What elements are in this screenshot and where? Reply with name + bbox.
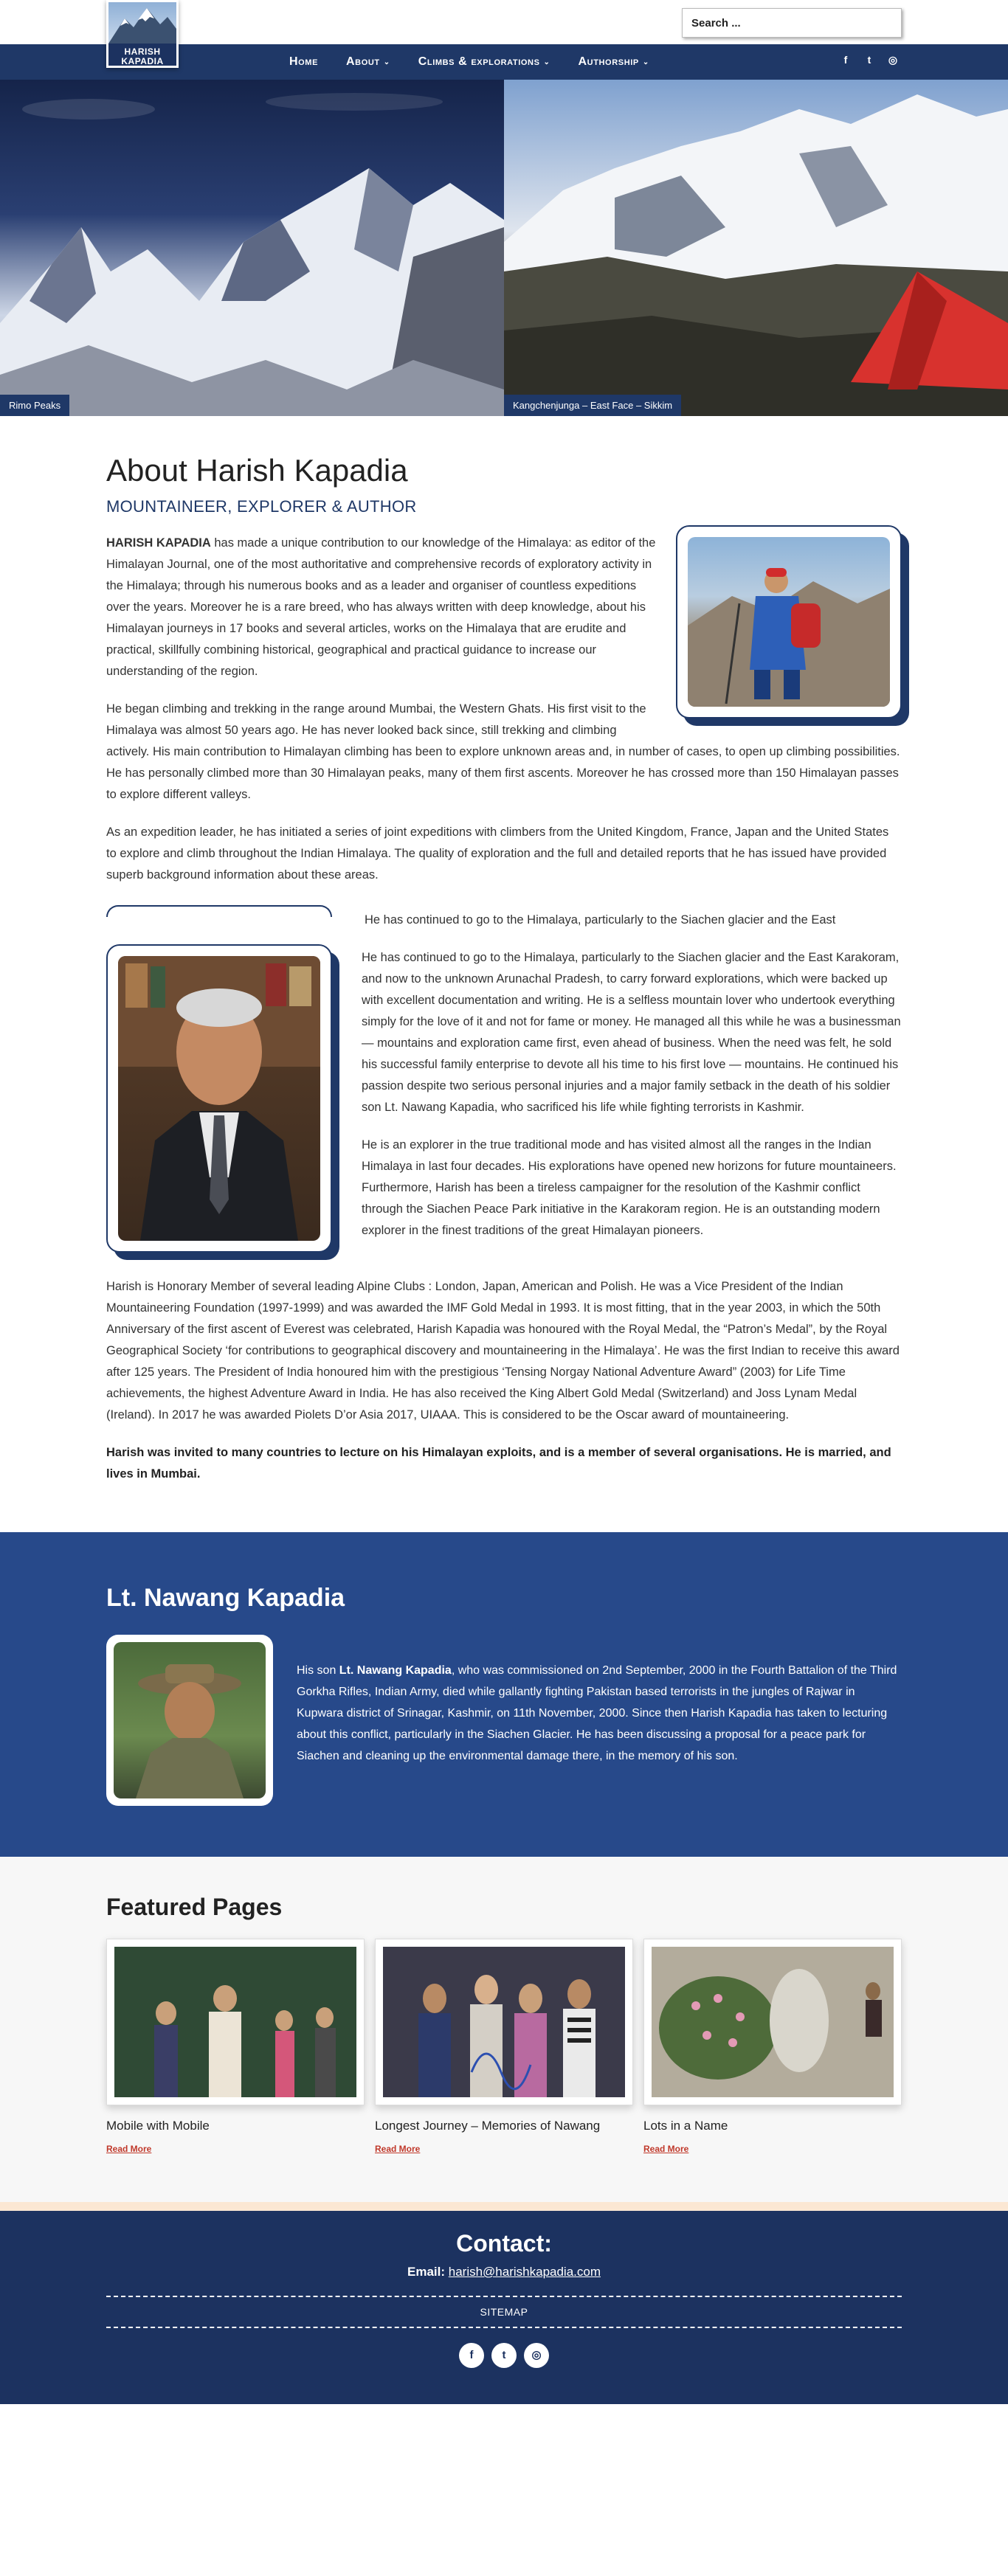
logo-line-1: HARISH <box>124 46 161 57</box>
about-paragraph-5: He has continued to go to the Himalaya, particularly to the Siachen glacier and the East Karakoram, and now to the unknown Arunachal Pradesh, to carry forward explorations, which were backed up with excellent documentation and writing. He is a selfless mountain lover who undertook everything simply for the love of it and not for fame or money. He managed all this while he was a businessman — mountains and exploration came first, even ahead of business. When the need was felt, he sold his successful family enterprise to devote all his time to his first love — mountains. He continued his passion despite two serious personal injuries and a major family setback in the death of his soldier son Lt. Nawang Kapadia, who sacrificed his life while fighting terrorists in Kashmir. <box>362 951 901 1114</box>
site-logo[interactable] <box>106 0 179 68</box>
about-paragraph-2: He began climbing and trekking in the range around Mumbai, the Western Ghats. His first visit to the Himalaya was almost 50 years ago. He has never looked back since, still trekking and climbing actively. His main contribution to Himalayan climbing has been to explore unknown areas and, in number of cases, to open up climbing possibilities. He has personally climbed more than 30 Himalayan peaks, many of them first ascents. Moreover he has crossed more than 150 Himalayan passes to explore different valleys. <box>106 702 900 801</box>
read-more-link[interactable]: Read More <box>106 2144 152 2154</box>
nawang-title: Lt. Nawang Kapadia <box>106 1584 345 1612</box>
nav-item-label: Authorship <box>578 55 639 68</box>
search-input[interactable] <box>683 9 901 37</box>
featured-card-image[interactable] <box>375 1939 633 2105</box>
sitemap-link[interactable]: SITEMAP <box>480 2306 528 2318</box>
harish-portrait-image <box>118 956 320 1241</box>
chevron-down-icon: ⌄ <box>383 58 390 66</box>
contact-email <box>106 2265 902 2279</box>
harish-trekking-image <box>688 537 890 707</box>
featured-card-image[interactable] <box>106 1939 365 2105</box>
contact-title: Contact: <box>456 2230 552 2257</box>
photo-frame-strip <box>106 905 332 917</box>
nawang-name-bold: Lt. Nawang Kapadia <box>339 1664 452 1677</box>
header-social-links <box>838 54 900 66</box>
twitter-icon[interactable]: t <box>867 54 871 66</box>
featured-title: Featured Pages <box>106 1894 283 1920</box>
featured-card-title[interactable]: Lots in a Name <box>643 2119 728 2133</box>
nawang-photo <box>106 1635 273 1806</box>
about-paragraph-6: He is an explorer in the true traditional mode and has visited almost all the ranges in the Indian Himalaya in last four decades. His explorations have opened new horizons for future mountaineers. Furthermore, Harish has been a tireless campaigner for the resolution of the Kashmir conflict through the Siachen Peace Park initiative in the Karakoram region. He is an outstanding modern explorer in the finest traditions of the great Himalayan pioneers. <box>362 1138 897 1237</box>
page-title: About Harish Kapadia <box>106 453 408 488</box>
instagram-icon[interactable]: ◎ <box>524 2343 549 2368</box>
about-section <box>0 453 1008 1485</box>
logo-mountain-graphic <box>108 2 176 44</box>
logo-line-2: KAPADIA <box>121 56 164 66</box>
featured-card[interactable] <box>106 1939 365 2156</box>
search-box[interactable] <box>682 8 902 38</box>
nawang-text-before: His son <box>297 1664 339 1677</box>
hero-caption-right: Kangchenjunga – East Face – Sikkim <box>504 395 681 416</box>
about-paragraph-1-text: has made a unique contribution to our knowledge of the Himalaya: as editor of the Himalayan Journal, one of the most authoritative and comprehensive records of exploratory activity in the Himalaya; through his numerous books and as a leader and organiser of countless expeditions over the years. Moreover he is a rare breed, who has always written with deep knowledge, about his Himalayan journeys in 17 books and several articles, works on the Himalaya that are erudite and practical, skillfully combining historical, geographical and practical guidance to increase our understanding of the region. <box>106 536 656 678</box>
nawang-image <box>114 1642 266 1798</box>
about-paragraph-4: He has continued to go to the Himalaya, particularly to the Siachen glacier and the East <box>365 913 836 927</box>
page-subtitle: MOUNTAINEER, EXPLORER & AUTHOR <box>106 497 417 516</box>
hero-caption-left: Rimo Peaks <box>0 395 69 416</box>
harish-name-bold: HARISH KAPADIA <box>106 536 211 550</box>
harish-trekking-photo <box>676 525 902 719</box>
chevron-down-icon: ⌄ <box>642 58 649 66</box>
featured-card-image[interactable] <box>643 1939 902 2105</box>
nav-item-label: Home <box>289 55 319 68</box>
email-link[interactable]: harish@harishkapadia.com <box>448 2265 601 2279</box>
main-nav <box>289 44 677 80</box>
hero-banner <box>0 80 1008 416</box>
nav-item-about[interactable] <box>346 55 390 69</box>
hero-image-kangchenjunga <box>504 80 1008 416</box>
facebook-icon[interactable]: f <box>459 2343 484 2368</box>
about-paragraph-8: Harish was invited to many countries to lecture on his Himalayan exploits, and is a member of several organisations. He is married, and lives in Mumbai. <box>106 1446 891 1481</box>
footer-divider-top <box>106 2296 902 2297</box>
nav-item-label: Climbs & explorations <box>418 55 540 68</box>
footer <box>0 2211 1008 2404</box>
nawang-text-after: , who was commissioned on 2nd September, 2000 in the Fourth Battalion of the Third Gorkha Rifles, Indian Army, died while gallantly fighting Pakistan based terrorists in the jungles of Rajwar in Kupwara district of Srinagar, Kashmir, on 11th November, 2000. Since then Harish Kapadia has taken to lecturing about this conflict, particularly in the Siachen Glacier. He has been discussing a proposal for a peace park for Siachen and cleaning up the environmental damage there, in the memory of his son. <box>297 1664 897 1762</box>
hero-image-rimo-peaks <box>0 80 504 416</box>
read-more-link[interactable]: Read More <box>643 2144 689 2154</box>
about-paragraph-7: Harish is Honorary Member of several leading Alpine Clubs : London, Japan, American and Polish. He was a Vice President of the Indian Mountaineering Foundation (1997-1999) and was awarded the IMF Gold Medal in 1993. It is most fitting, that in the year 2003, in which the 50th Anniversary of the first ascent of Everest was celebrated, Harish Kapadia was honoured with the Royal Medal, the “Patron’s Medal”, by the Royal Geographical Society ‘for contributions to geographical discovery and mountaineering in the Himalaya’. He was the first Indian to receive this award after 125 years. The President of India honoured him with the prestigious ‘Tensing Norgay National Adventure Award” (2003) for Life Time achievements, the highest Adventure Award in India. He has also received the King Albert Gold Medal (Switzerland) and Joss Lynam Medal (Ireland). In 2017 he was awarded Piolets D’or Asia 2017, UIAAA. This is considered to be the Oscar award of mountaineering. <box>106 1280 900 1422</box>
facebook-icon[interactable]: f <box>843 54 848 66</box>
featured-card[interactable] <box>643 1939 902 2156</box>
footer-social-links <box>106 2343 902 2368</box>
nav-item-label: About <box>346 55 380 68</box>
harish-portrait-photo <box>106 944 332 1253</box>
featured-card-title[interactable]: Mobile with Mobile <box>106 2119 210 2133</box>
divider-strip <box>0 2202 1008 2211</box>
twitter-icon[interactable]: t <box>491 2343 517 2368</box>
chevron-down-icon: ⌄ <box>543 58 550 66</box>
nawang-description <box>297 1660 902 1767</box>
nav-item-home[interactable] <box>289 55 318 69</box>
logo-text <box>108 44 176 68</box>
nav-item-climbs[interactable] <box>418 55 550 69</box>
nav-item-authorship[interactable] <box>579 55 649 69</box>
featured-card-title[interactable]: Longest Journey – Memories of Nawang <box>375 2119 601 2133</box>
footer-divider-bottom <box>106 2327 902 2328</box>
about-paragraph-3: As an expedition leader, he has initiated a series of joint expeditions with climbers from the United Kingdom, France, Japan and the United States to explore and climb throughout the Indian Himalaya. The quality of exploration and the full and detailed reports that he has issued have provided superb background information about these areas. <box>106 825 889 882</box>
featured-pages-section <box>0 1857 1008 2202</box>
read-more-link[interactable]: Read More <box>375 2144 421 2154</box>
email-label: Email: <box>407 2265 446 2279</box>
instagram-icon[interactable]: ◎ <box>888 54 898 66</box>
featured-card[interactable] <box>375 1939 633 2156</box>
nawang-section <box>0 1532 1008 1857</box>
